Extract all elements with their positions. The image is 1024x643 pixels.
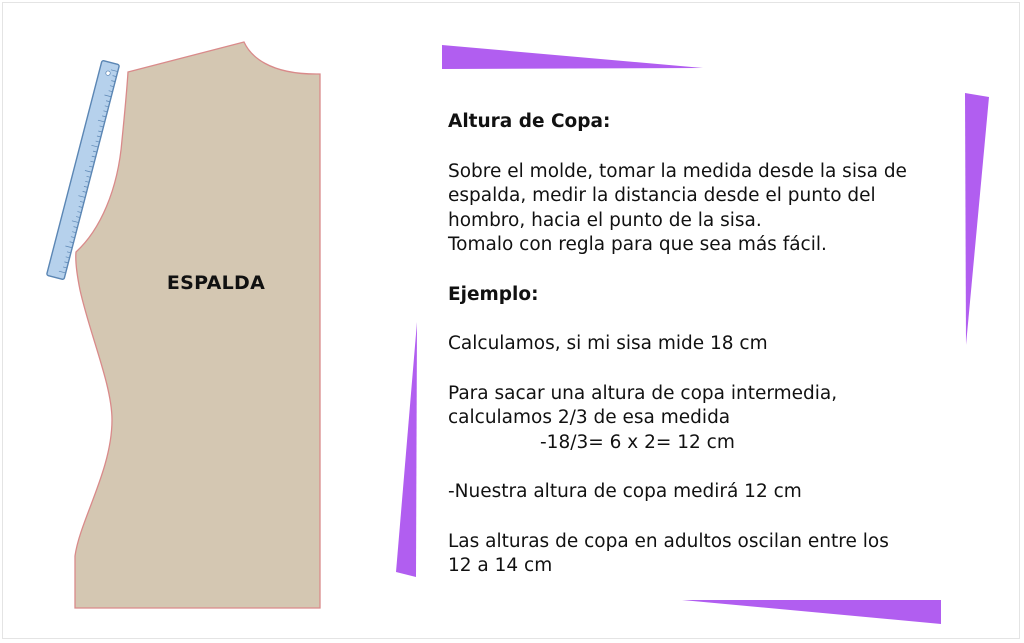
instruction-line: espalda, medir la distancia desde el punto del [448,185,876,206]
instruction-line: hombro, hacia el punto de la sisa. [448,209,762,231]
section-heading: Altura de Copa: [448,111,611,132]
calc-formula: -18/3= 6 x 2= 12 cm [540,431,735,453]
accent-stroke-top [442,45,703,69]
back-pattern-piece [75,42,320,608]
calc-line: Para sacar una altura de copa intermedia, [448,382,838,404]
result-line: -Nuestra altura de copa medirá 12 cm [448,481,802,502]
example-intro: Calculamos, si mi sisa mide 18 cm [448,333,768,354]
accent-stroke-bottom [682,600,941,624]
range-line: Las alturas de copa en adultos oscilan entre los [448,530,889,552]
accent-stroke-left [396,322,417,577]
example-heading: Ejemplo: [448,283,539,305]
instructions-text [448,110,968,579]
instruction-line: Tomalo con regla para que sea más fácil. [448,234,827,255]
calc-line: calculamos 2/3 de esa medida [448,407,731,428]
pattern-label-espalda: ESPALDA [166,272,266,294]
range-line: 12 a 14 cm [448,555,553,576]
instruction-line: Sobre el molde, tomar la medida desde la sisa de [448,160,907,182]
accent-stroke-right [965,93,989,345]
